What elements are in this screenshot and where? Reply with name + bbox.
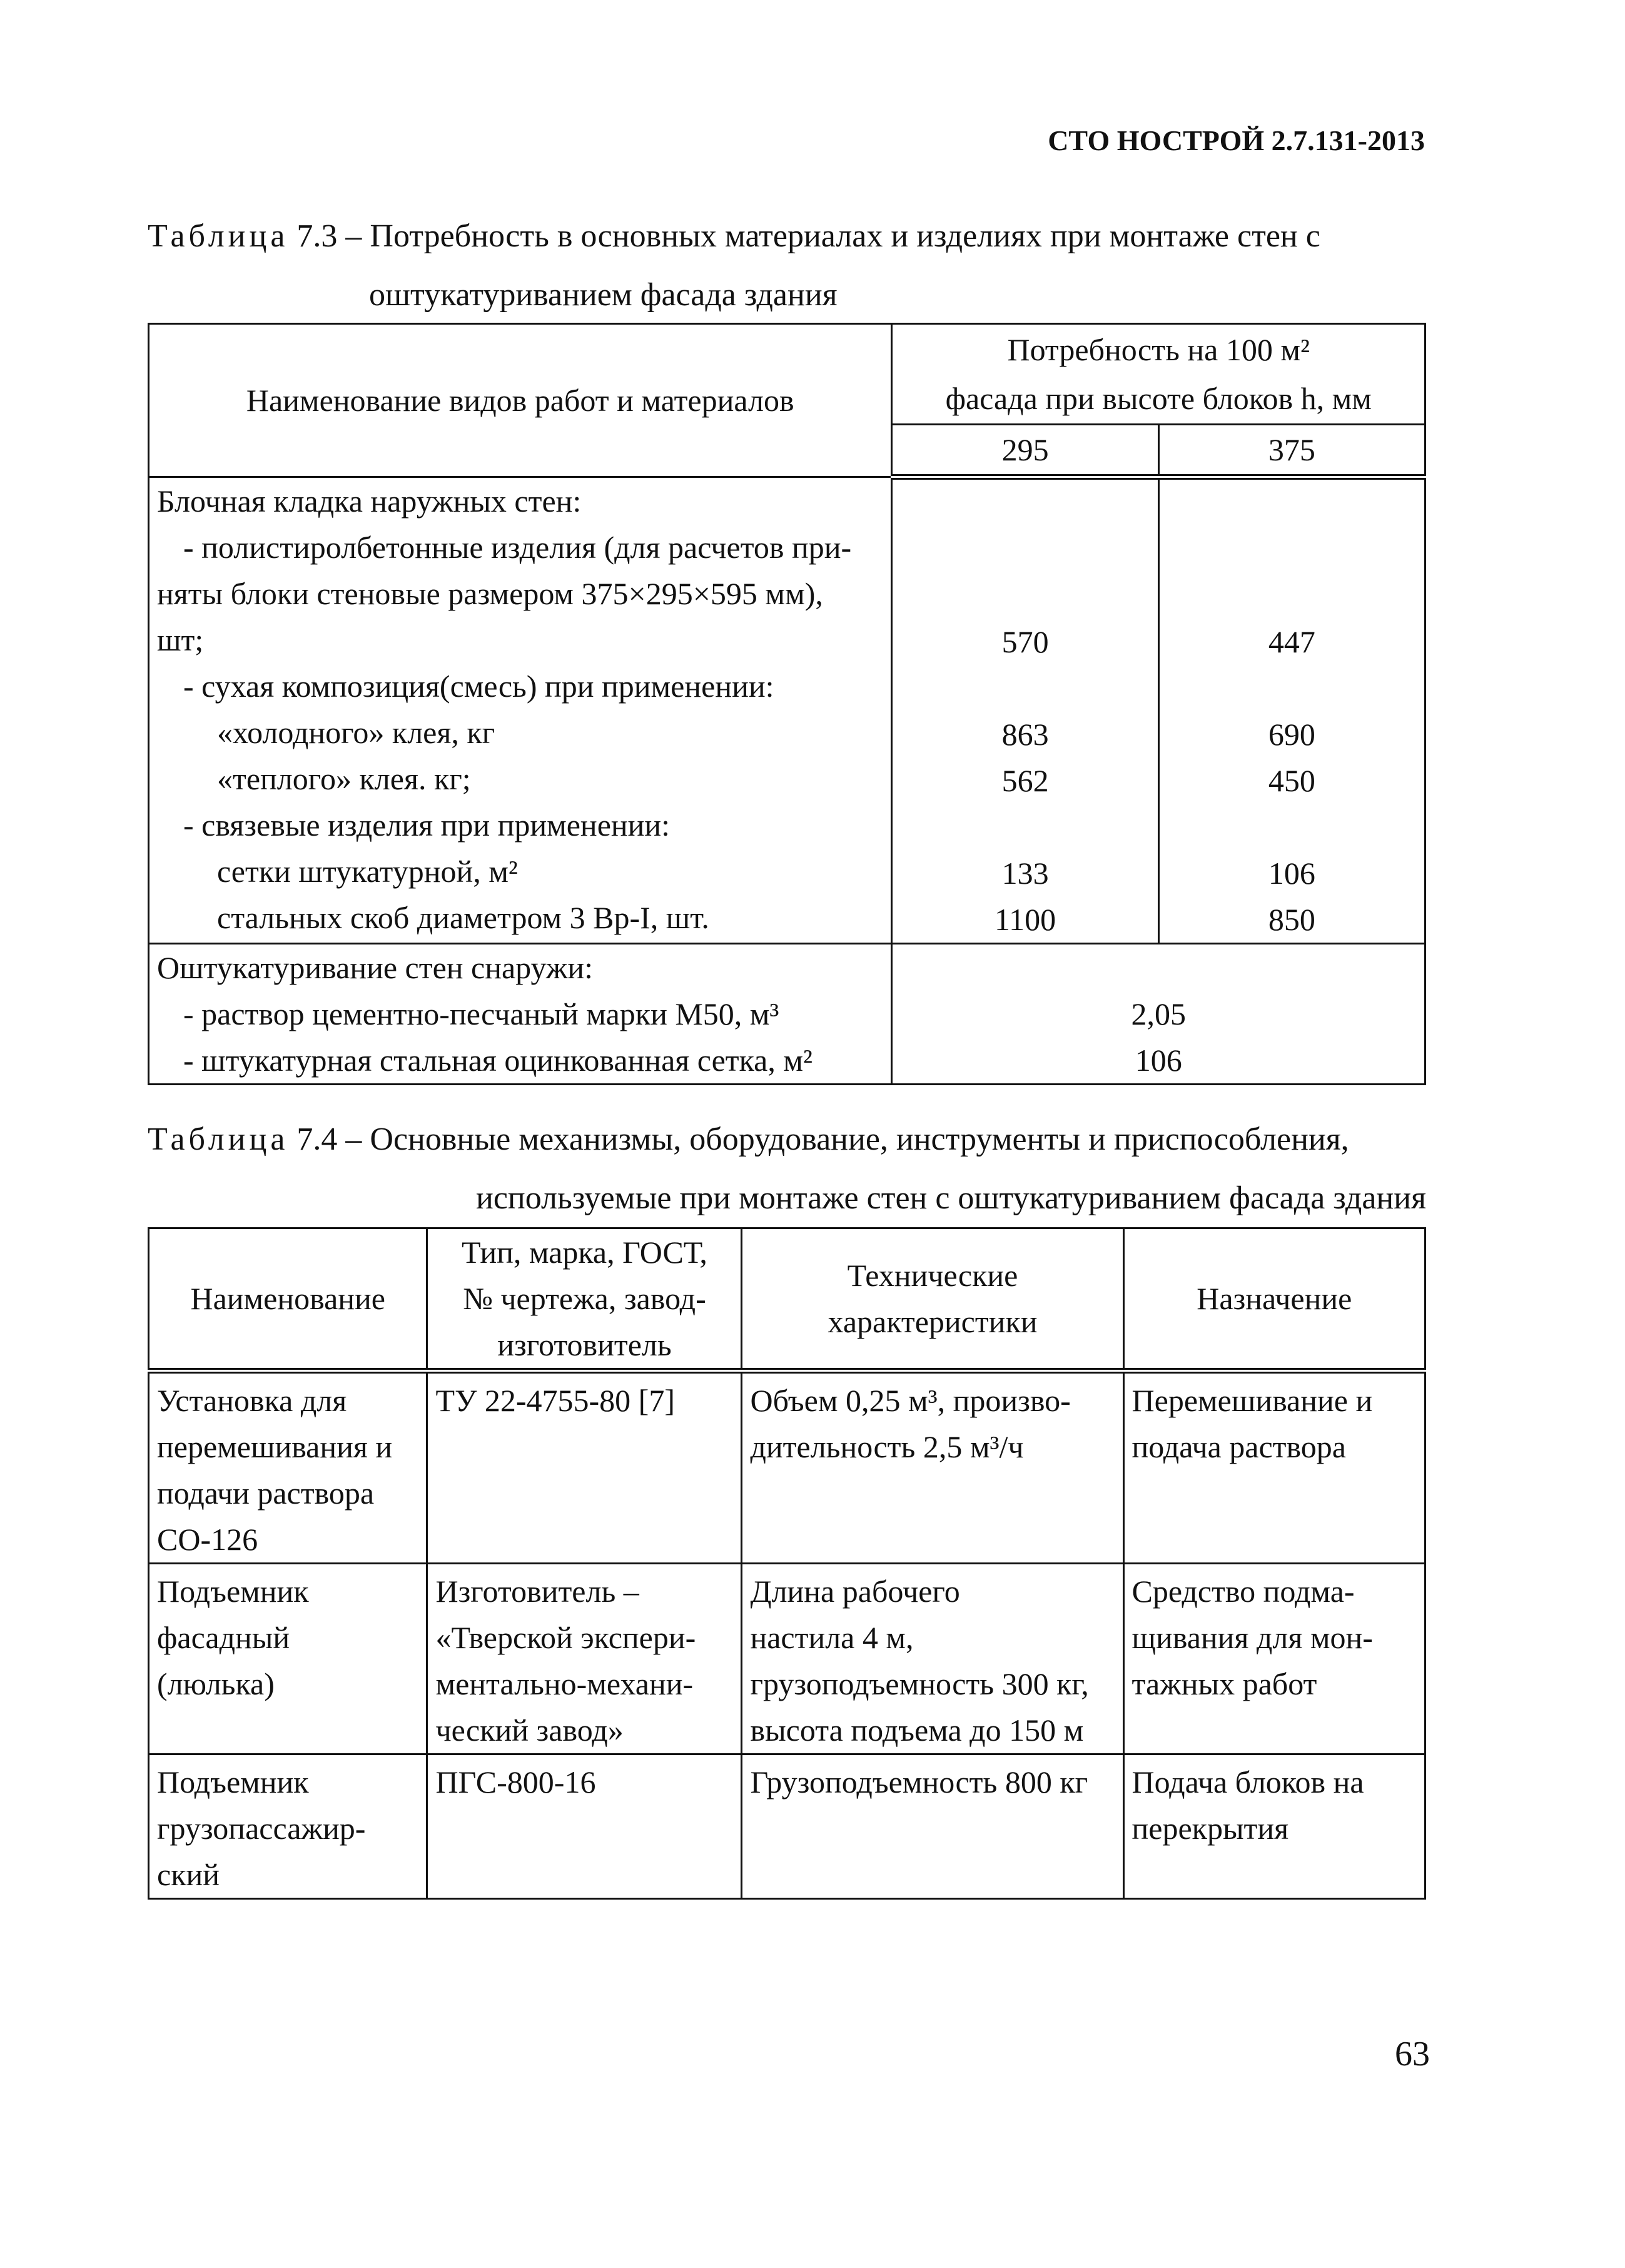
column-header-type xyxy=(427,1228,742,1371)
header-line: Тип, марка, ГОСТ, xyxy=(462,1235,707,1270)
column-header-name: Наименование видов работ и материалов xyxy=(149,324,892,477)
value-cell xyxy=(893,804,1157,850)
table-7-3 xyxy=(148,323,1426,1085)
value-cell: 2,05 xyxy=(1131,996,1186,1031)
header-line: изготовитель xyxy=(497,1327,672,1362)
materials-group-plastering xyxy=(149,944,892,1085)
row-label: «теплого» клея. кг; xyxy=(217,761,471,796)
row-label: - полистиролбетонные изделия (для расчетов при- xyxy=(183,530,852,565)
cell-line: подача раствора xyxy=(1131,1429,1346,1464)
cell-line: фасадный xyxy=(157,1620,290,1655)
row-label: «холодного» клея, кг xyxy=(217,715,495,750)
table-7-3-caption-line2: оштукатуриванием фасада здания xyxy=(369,277,838,313)
header-line: Наименование xyxy=(190,1281,385,1316)
cell-purpose xyxy=(1123,1371,1425,1564)
cell-line: Перемешивание и xyxy=(1131,1383,1373,1418)
cell-line: Изготовитель – xyxy=(435,1574,639,1609)
cell-line: «Тверской экспери- xyxy=(435,1620,696,1655)
cell-name xyxy=(149,1371,427,1564)
cell-line: ческий завод» xyxy=(435,1713,624,1748)
row-label: шт; xyxy=(157,622,204,657)
value-cell: 450 xyxy=(1268,763,1315,798)
row-label: сетки штукатурной, м² xyxy=(217,854,518,889)
table-7-3-caption xyxy=(148,211,1320,261)
cell-line: ПГС-800-16 xyxy=(435,1764,596,1800)
caption-word: Таблица xyxy=(148,218,289,254)
column-header-purpose xyxy=(1123,1228,1425,1371)
cell-line: подачи раствора xyxy=(157,1476,375,1511)
materials-group-block-masonry xyxy=(149,477,892,944)
cell-purpose xyxy=(1123,1564,1425,1754)
value-cell: 106 xyxy=(1268,856,1315,891)
cell-line: (люлька) xyxy=(157,1666,275,1701)
table-7-4-caption-line2: используемые при монтаже стен с оштукатуриванием фасада здания xyxy=(476,1180,1426,1216)
value-cell: 863 xyxy=(1001,717,1049,752)
values-375-column xyxy=(1158,477,1425,944)
row-label: няты блоки стеновые размером 375×295×595 мм), xyxy=(157,576,823,611)
value-cell: 562 xyxy=(1001,763,1049,798)
table-row xyxy=(149,1371,1425,1564)
cell-line: Подъемник xyxy=(157,1574,309,1609)
value-cell xyxy=(1160,480,1424,526)
cell-line: Длина рабочего xyxy=(750,1574,960,1609)
need-line-1: Потребность на 100 м² xyxy=(1007,332,1310,367)
table-7-4-caption xyxy=(148,1115,1349,1165)
column-header-need xyxy=(892,324,1425,425)
cell-line: Грузоподъемность 800 кг xyxy=(750,1764,1088,1800)
values-merged-column xyxy=(892,944,1425,1085)
value-cell: 850 xyxy=(1268,902,1315,937)
cell-specs xyxy=(742,1754,1123,1899)
value-cell xyxy=(1160,665,1424,711)
cell-line: настила 4 м, xyxy=(750,1620,914,1655)
cell-line: щивания для мон- xyxy=(1131,1620,1373,1655)
cell-type xyxy=(427,1371,742,1564)
value-cell: 570 xyxy=(1001,624,1049,659)
row-label: - штукатурная стальная оцинкованная сетка, м² xyxy=(183,1043,812,1078)
table-row xyxy=(149,1754,1425,1899)
cell-line: Установка для xyxy=(157,1383,347,1418)
column-header-specs xyxy=(742,1228,1123,1371)
cell-line: ментально-механи- xyxy=(435,1666,694,1701)
document-code-header: СТО НОСТРОЙ 2.7.131-2013 xyxy=(1048,124,1425,156)
cell-type xyxy=(427,1564,742,1754)
row-label: Блочная кладка наружных стен: xyxy=(157,483,582,519)
page-number: 63 xyxy=(1395,2035,1430,2073)
row-label: - раствор цементно-песчаный марки М50, м³ xyxy=(183,996,779,1031)
header-line: Технические xyxy=(847,1258,1018,1293)
value-cell: 690 xyxy=(1268,717,1315,752)
column-header-name xyxy=(149,1228,427,1371)
cell-line: грузоподъемность 300 кг, xyxy=(750,1666,1089,1701)
cell-line: дительность 2,5 м³/ч xyxy=(750,1429,1024,1464)
caption-word: Таблица xyxy=(148,1121,289,1157)
cell-line: Объем 0,25 м³, произво- xyxy=(750,1383,1071,1418)
value-cell xyxy=(893,526,1157,572)
value-cell xyxy=(893,480,1157,526)
value-cell xyxy=(893,665,1157,711)
value-cell: 447 xyxy=(1268,624,1315,659)
cell-specs xyxy=(742,1564,1123,1754)
value-cell xyxy=(1160,526,1424,572)
need-line-2: фасада при высоте блоков h, мм xyxy=(945,381,1372,416)
cell-name xyxy=(149,1564,427,1754)
cell-line: Подъемник xyxy=(157,1764,309,1800)
cell-line: Средство подма- xyxy=(1131,1574,1355,1609)
row-label: - связевые изделия при применении: xyxy=(183,807,671,843)
cell-line: грузопассажир- xyxy=(157,1811,366,1846)
row-label: Оштукатуривание стен снаружи: xyxy=(157,950,594,985)
cell-name xyxy=(149,1754,427,1899)
values-295-column xyxy=(892,477,1158,944)
cell-type xyxy=(427,1754,742,1899)
table-7-4 xyxy=(148,1227,1426,1900)
header-line: характеристики xyxy=(828,1304,1038,1339)
table-row xyxy=(149,1564,1425,1754)
header-line: Назначение xyxy=(1197,1281,1352,1316)
cell-line: ский xyxy=(157,1857,220,1892)
header-line: № чертежа, завод- xyxy=(463,1281,706,1316)
value-cell xyxy=(1160,572,1424,619)
row-label: стальных скоб диаметром 3 Вр-I, шт. xyxy=(217,900,709,935)
cell-line: перекрытия xyxy=(1131,1811,1289,1846)
column-header-375: 375 xyxy=(1158,425,1425,477)
caption-text: 7.4 – Основные механизмы, оборудование, инструменты и приспособления, xyxy=(288,1121,1349,1157)
cell-line: СО-126 xyxy=(157,1522,258,1557)
value-cell xyxy=(1160,804,1424,850)
column-header-295: 295 xyxy=(892,425,1158,477)
cell-specs xyxy=(742,1371,1123,1564)
cell-line: тажных работ xyxy=(1131,1666,1317,1701)
caption-text: 7.3 – Потребность в основных материалах и изделиях при монтаже стен с xyxy=(288,218,1320,254)
row-label: - сухая композиция(смесь) при применении: xyxy=(183,669,774,704)
value-cell xyxy=(893,944,1424,991)
cell-purpose xyxy=(1123,1754,1425,1899)
cell-line: высота подъема до 150 м xyxy=(750,1713,1084,1748)
cell-line: Подача блоков на xyxy=(1131,1764,1364,1800)
value-cell: 1100 xyxy=(995,902,1056,937)
value-cell: 133 xyxy=(1001,856,1049,891)
cell-line: перемешивания и xyxy=(157,1429,393,1464)
value-cell xyxy=(893,572,1157,619)
cell-line: ТУ 22-4755-80 [7] xyxy=(435,1383,675,1418)
value-cell: 106 xyxy=(1135,1043,1182,1078)
